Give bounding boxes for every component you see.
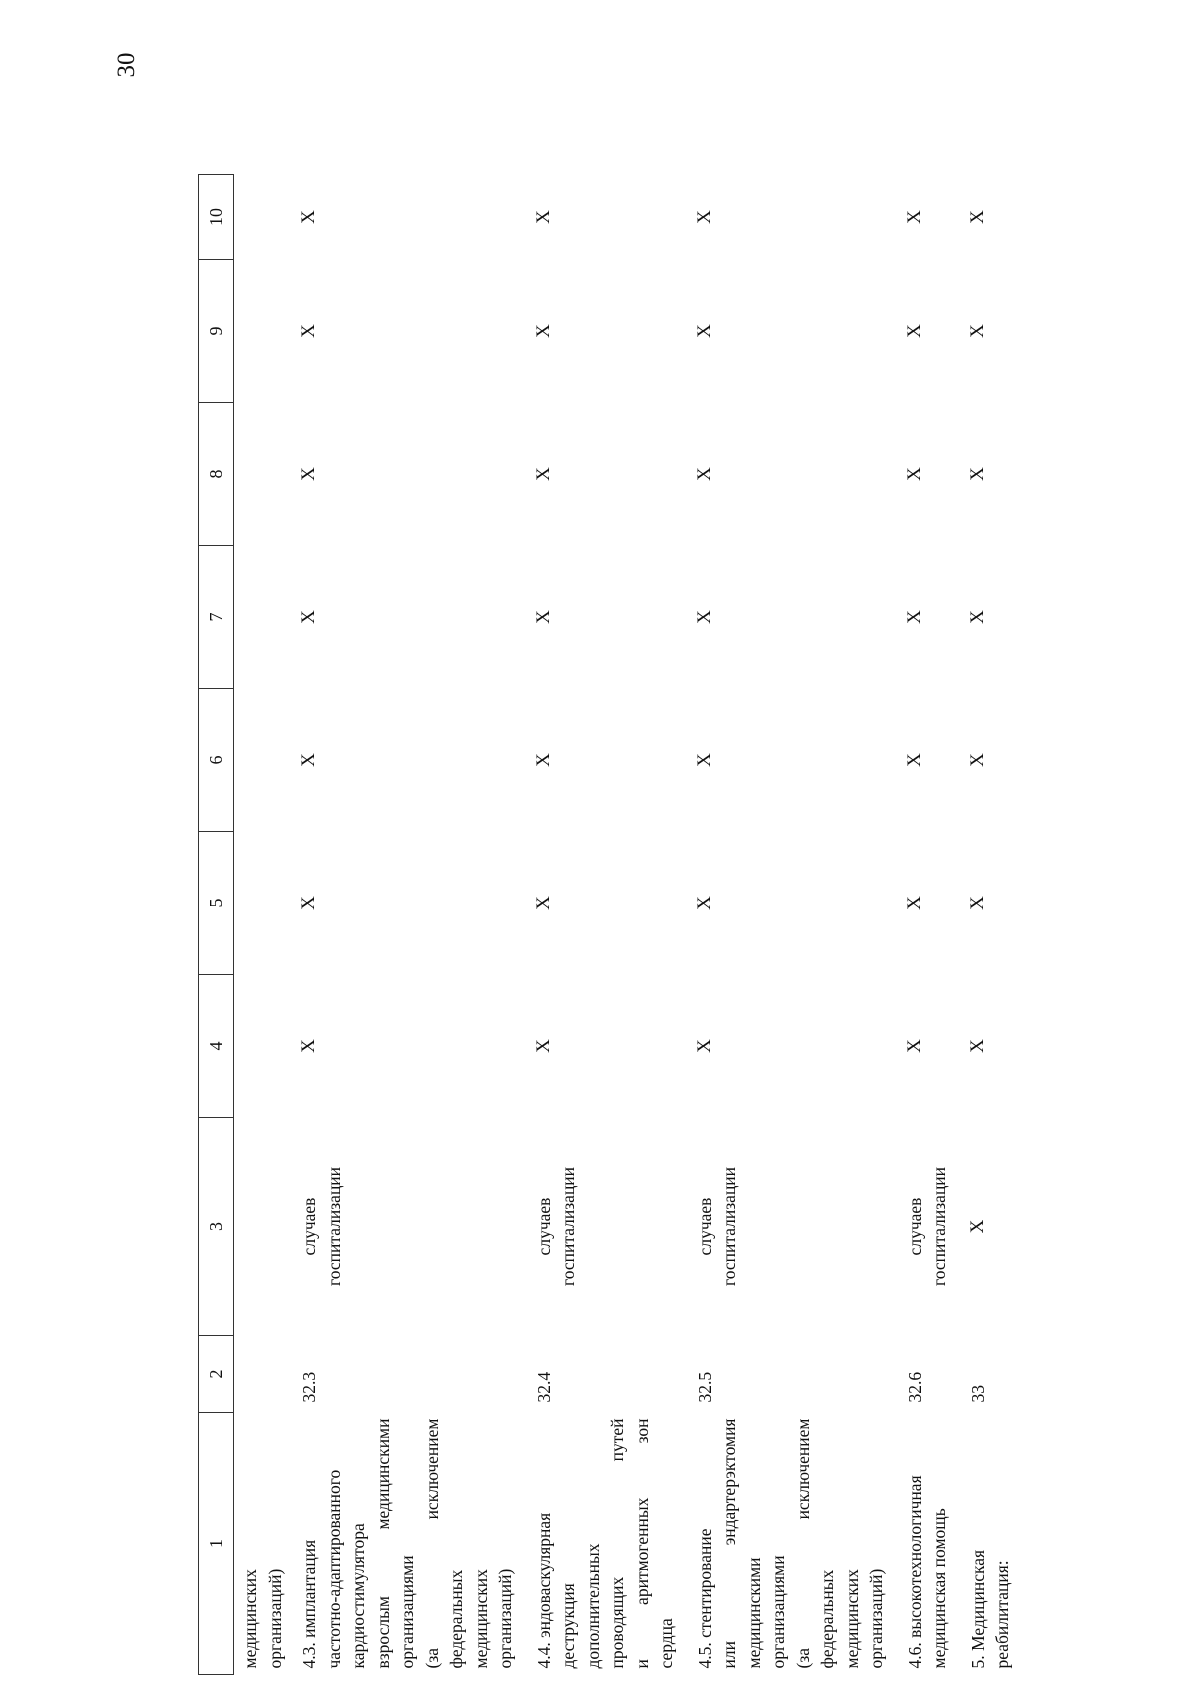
unit-line: случаев	[694, 1197, 715, 1256]
table-row	[528, 175, 689, 1675]
value-cell: X	[532, 1039, 554, 1053]
value-cell	[234, 260, 294, 403]
row-name-line: реабилитация:	[992, 1560, 1012, 1669]
row-unit-cell	[528, 1118, 689, 1336]
row-code-cell: 32.6	[904, 1371, 925, 1403]
row-name-line: медицинскими	[743, 1557, 764, 1669]
row-name-cell	[293, 1413, 528, 1675]
value-cell	[234, 832, 294, 975]
column-header: 7	[199, 546, 234, 689]
row-name-line: (за исключением	[421, 1418, 442, 1669]
row-code-cell	[234, 1336, 294, 1413]
value-cell	[234, 175, 294, 260]
row-name-line: дополнительных	[582, 1543, 603, 1669]
row-name-cell	[528, 1413, 689, 1675]
value-cell: X	[903, 324, 925, 338]
row-name-line: или эндартерэктомия	[719, 1418, 739, 1669]
value-cell: X	[532, 610, 554, 624]
value-cell: X	[693, 896, 715, 910]
table-row	[899, 175, 962, 1675]
row-code-cell: 32.4	[533, 1371, 554, 1403]
value-cell: X	[903, 1039, 925, 1053]
column-header: 10	[199, 175, 234, 260]
row-name-line: сердца	[656, 1618, 676, 1669]
value-cell: X	[298, 467, 319, 481]
column-header: 3	[199, 1118, 234, 1336]
value-cell: X	[532, 324, 554, 338]
value-cell: X	[532, 210, 554, 224]
unit-line: госпитализации	[719, 1166, 739, 1287]
unit-line: случаев	[533, 1197, 554, 1256]
value-cell: X	[903, 896, 925, 910]
row-name-line: кардиостимулятора	[348, 1523, 368, 1669]
row-unit-cell	[962, 1118, 1025, 1336]
row-name-line: частотно-адаптированного	[323, 1469, 344, 1669]
value-cell: X	[903, 467, 925, 481]
row-name-line: 4.6. высокотехнологичная	[904, 1475, 925, 1669]
row-code-cell: 32.5	[694, 1371, 715, 1403]
row-name-line: 4.3. имплантация	[299, 1539, 319, 1669]
row-name-line: 4.5. стентирование	[694, 1528, 715, 1669]
value-cell: X	[693, 324, 715, 338]
row-name-line: 5. Медицинская	[967, 1549, 988, 1669]
unit-line: госпитализации	[929, 1166, 949, 1287]
value-cell: X	[693, 753, 715, 767]
row-name-line: проводящих путей	[607, 1418, 627, 1669]
row-code-cell: 33	[967, 1385, 988, 1403]
row-code-cell: 32.3	[299, 1371, 319, 1403]
value-cell: X	[298, 324, 319, 338]
row-name-line: 4.4. эндоваскулярная	[533, 1512, 554, 1669]
column-header: 9	[199, 260, 234, 403]
row-name-line: медицинских	[240, 1569, 260, 1669]
value-cell: X	[966, 753, 988, 767]
value-cell: X	[693, 610, 715, 624]
row-name-line: медицинских	[841, 1569, 862, 1669]
column-header: 8	[199, 403, 234, 546]
row-name-cell	[899, 1413, 962, 1675]
unit-line: X	[966, 1219, 988, 1234]
value-cell	[234, 689, 294, 832]
row-name-line: медицинских	[470, 1569, 491, 1669]
row-name-cell	[962, 1413, 1025, 1675]
page-number: 30	[113, 52, 140, 78]
table-row	[293, 175, 528, 1675]
data-table	[198, 174, 1025, 1675]
row-unit-cell	[293, 1118, 528, 1336]
row-name-cell	[234, 1413, 294, 1675]
value-cell: X	[298, 210, 319, 224]
value-cell: X	[966, 896, 988, 910]
unit-line: случаев	[904, 1197, 925, 1256]
row-name-line: медицинская помощь	[929, 1508, 949, 1669]
value-cell: X	[298, 610, 319, 624]
value-cell: X	[693, 467, 715, 481]
value-cell: X	[903, 610, 925, 624]
row-name-line: и аритмогенных зон	[631, 1418, 652, 1669]
row-name-line: деструкция	[558, 1583, 578, 1669]
column-header: 2	[199, 1336, 234, 1413]
value-cell: X	[693, 1039, 715, 1053]
value-cell: X	[966, 324, 988, 338]
value-cell: X	[966, 467, 988, 481]
row-name-line: федеральных	[446, 1569, 466, 1669]
row-name-line: (за исключением	[792, 1418, 813, 1669]
table-row	[689, 175, 899, 1675]
unit-line: госпитализации	[558, 1166, 578, 1287]
table-row	[962, 175, 1025, 1675]
column-header: 1	[199, 1413, 234, 1675]
row-name-line: организаций)	[866, 1568, 886, 1669]
value-cell: X	[532, 896, 554, 910]
column-header: 5	[199, 832, 234, 975]
value-cell: X	[298, 753, 319, 767]
value-cell: X	[298, 1039, 319, 1053]
value-cell	[234, 975, 294, 1118]
rotated-table-container	[198, 175, 1012, 1675]
value-cell: X	[966, 1039, 988, 1053]
row-name-line: взрослым медицинскими	[372, 1418, 393, 1669]
unit-line: случаев	[299, 1197, 319, 1256]
row-name-line: организаций)	[495, 1568, 515, 1669]
row-name-line: федеральных	[817, 1569, 837, 1669]
value-cell: X	[532, 753, 554, 767]
row-unit-cell	[689, 1118, 899, 1336]
value-cell: X	[903, 753, 925, 767]
value-cell	[234, 403, 294, 546]
column-header: 4	[199, 975, 234, 1118]
value-cell	[234, 546, 294, 689]
value-cell: X	[532, 467, 554, 481]
value-cell: X	[903, 210, 925, 224]
header-row	[199, 175, 234, 1675]
row-unit-cell	[899, 1118, 962, 1336]
row-name-line: организациями	[397, 1555, 417, 1669]
row-name-line: организаций)	[264, 1568, 285, 1669]
unit-line: госпитализации	[323, 1166, 344, 1287]
value-cell: X	[966, 210, 988, 224]
row-unit-cell	[234, 1118, 294, 1336]
value-cell: X	[298, 896, 319, 910]
value-cell: X	[966, 610, 988, 624]
row-name-line: организациями	[768, 1555, 788, 1669]
column-header: 6	[199, 689, 234, 832]
value-cell: X	[693, 210, 715, 224]
table-row	[234, 175, 294, 1675]
row-name-cell	[689, 1413, 899, 1675]
